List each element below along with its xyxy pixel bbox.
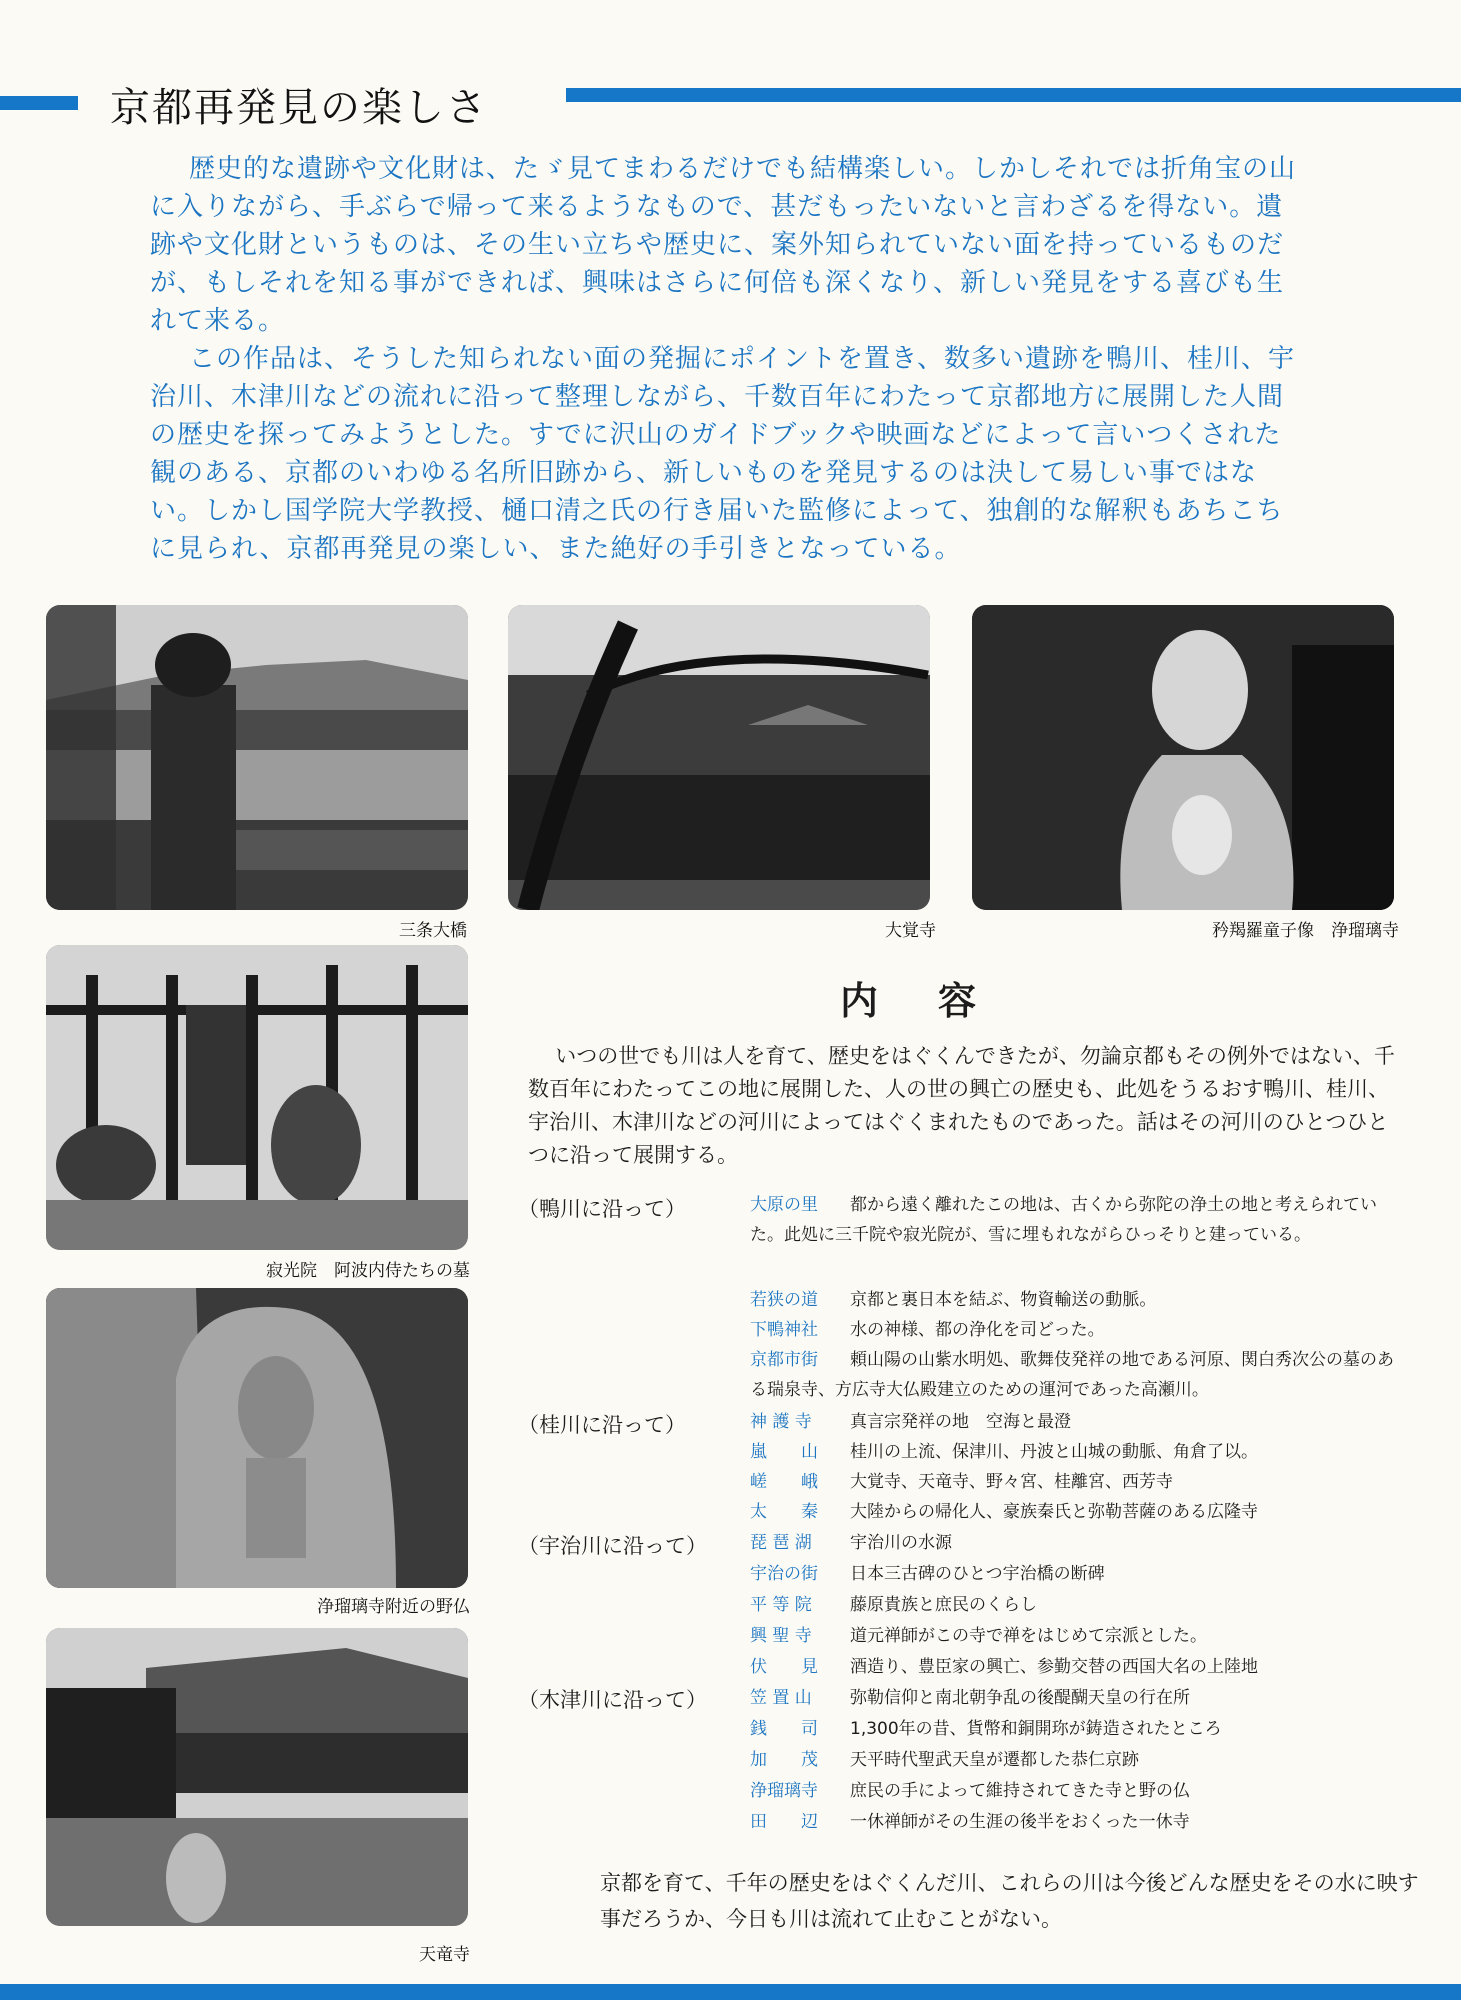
list-item: 加 茂 天平時代聖武天皇が遷都した恭仁京跡 xyxy=(750,1750,1139,1770)
section-kamo: （鴨川に沿って） xyxy=(518,1197,686,1221)
section-katsura: （桂川に沿って） xyxy=(518,1413,686,1437)
bottom-bar xyxy=(0,1984,1461,2000)
list-item: 若狭の道 京都と裏日本を結ぶ、物資輸送の動脈。 xyxy=(750,1290,1157,1310)
caption-jakkoin: 寂光院 阿波内侍たちの墓 xyxy=(266,1261,470,1281)
list-item: 宇治の街 日本三古碑のひとつ宇治橋の断碑 xyxy=(750,1564,1105,1584)
list-item: 銭 司 1,300年の昔、貨幣和銅開珎が鋳造されたところ xyxy=(750,1719,1222,1739)
list-item: 太 秦 大陸からの帰化人、豪族秦氏と弥勒菩薩のある広隆寺 xyxy=(750,1502,1258,1522)
closing-text: 京都を育て、千年の歴史をはぐくんだ川、これらの川は今後どんな歴史をその水に映す事だろうか、今日も川は流れて止むことがない。 xyxy=(600,1871,1419,1931)
list-item: 平 等 院 藤原貴族と庶民のくらし xyxy=(750,1595,1037,1615)
caption-daikakuji: 大覚寺 xyxy=(885,921,936,941)
section-uji: （宇治川に沿って） xyxy=(518,1534,707,1558)
contents-summary-text: いつの世でも川は人を育て、歴史をはぐくんできたが、勿論京都もその例外ではない、千数百年にわたってこの地に展開した、人の世の興亡の歴史も、此処をうるおす鴨川、桂川、宇治川、木津川などの河川によってはぐくまれたものであった。話はその河川のひとつひとつに沿って展開する。 xyxy=(528,1044,1395,1167)
intro-paragraph-2: この作品は、そうした知られない面の発掘にポイントを置き、数多い遺跡を鴨川、桂川、宇治川、木津川などの流れに沿って整理しながら、千数百年にわたって京都地方に展開した人間の歴史を探ってみようとした。すでに沢山のガイドブックや映画などによって言いつくされた観のある、京都のいわゆる名所旧跡から、新しいものを発見するのは決して易しい事ではない。しかし国学院大学教授、樋口清之氏の行き届いた監修によって、独創的な解釈もあちこちに見られ、京都再発見の楽しい、また絶好の手引きとなっている。 xyxy=(150,344,1295,564)
list-item: 浄瑠璃寺 庶民の手によって維持されてきた寺と野の仏 xyxy=(750,1781,1190,1801)
caption-kongara-statue: 矜羯羅童子像 浄瑠璃寺 xyxy=(1212,921,1399,941)
list-item: 京都市街 頼山陽の山紫水明処、歌舞伎発祥の地である河原、関白秀次公の墓のある瑞泉寺、方広寺大仏殿建立のための運河であった高瀬川。 xyxy=(750,1350,1394,1400)
page-title: 京都再発見の楽しさ xyxy=(110,85,488,131)
photo-nobotoke xyxy=(46,1288,468,1588)
list-item: 伏 見 酒造り、豊臣家の興亡、参勤交替の西国大名の上陸地 xyxy=(750,1657,1258,1677)
caption-tenryuji: 天竜寺 xyxy=(419,1945,470,1965)
caption-nobotoke: 浄瑠璃寺附近の野仏 xyxy=(317,1597,470,1617)
list-item: 興 聖 寺 道元禅師がこの寺で禅をはじめて宗派とした。 xyxy=(750,1626,1207,1646)
intro-paragraph-1: 歴史的な遺跡や文化財は、たゞ見てまわるだけでも結構楽しい。しかしそれでは折角宝の山に入りながら、手ぶらで帰って来るようなもので、甚だもったいないと言わざるを得ない。遺跡や文化財というものは、その生い立ちや歴史に、案外知られていない面を持っているものだが、もしそれを知る事ができれば、興味はさらに何倍も深くなり、新しい発見をする喜びも生れて来る。 xyxy=(150,154,1297,336)
section-kizu: （木津川に沿って） xyxy=(518,1688,707,1712)
title-bar-right xyxy=(566,88,1461,102)
list-item: 神 護 寺 真言宗発祥の地 空海と最澄 xyxy=(750,1412,1071,1432)
list-item: 嵐 山 桂川の上流、保津川、丹波と山城の動脈、角倉了以。 xyxy=(750,1442,1258,1462)
title-bar-left xyxy=(0,96,78,110)
contents-summary xyxy=(528,1040,1408,1172)
list-item: 大原の里 都から遠く離れたこの地は、古くから弥陀の浄土の地と考えられていた。此処に三千院や寂光院が、雪に埋もれながらひっそりと建っている。 xyxy=(750,1195,1377,1245)
photo-tenryuji xyxy=(46,1628,468,1926)
contents-heading: 内容 xyxy=(840,979,1037,1023)
intro-text xyxy=(150,150,1300,568)
list-item: 下鴨神社 水の神様、都の浄化を司どった。 xyxy=(750,1320,1105,1340)
list-item: 嵯 峨 大覚寺、天竜寺、野々宮、桂離宮、西芳寺 xyxy=(750,1472,1173,1492)
list-item: 笠 置 山 弥勒信仰と南北朝争乱の後醍醐天皇の行在所 xyxy=(750,1688,1190,1708)
list-item: 田 辺 一休禅師がその生涯の後半をおくった一休寺 xyxy=(750,1812,1190,1832)
list-item: 琵 琶 湖 宇治川の水源 xyxy=(750,1533,952,1553)
photo-sanjo-bridge xyxy=(46,605,468,910)
caption-sanjo-bridge: 三条大橋 xyxy=(399,921,467,941)
photo-jakkoin xyxy=(46,945,468,1250)
photo-kongara-statue xyxy=(972,605,1394,910)
photo-daikakuji xyxy=(508,605,930,910)
